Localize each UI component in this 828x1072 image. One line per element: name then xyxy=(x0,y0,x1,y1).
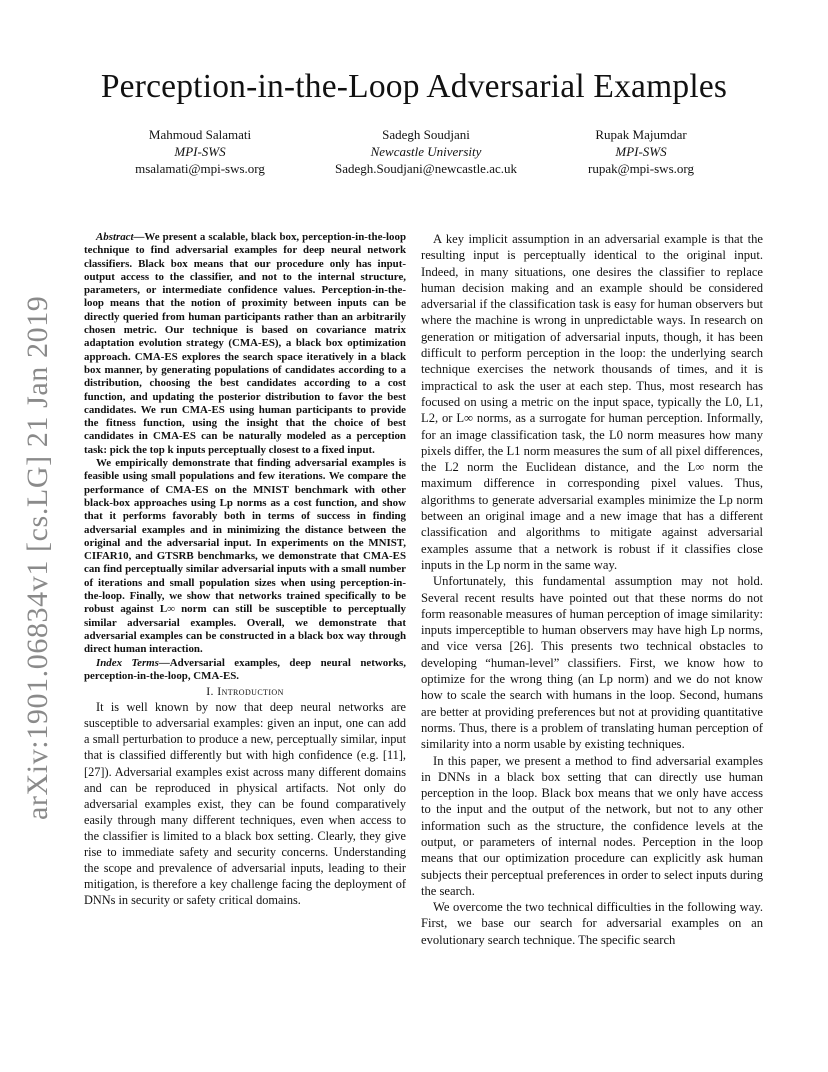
index-terms: Index Terms—Adversarial examples, deep neural networks, perception-in-the-loop, CMA-ES. xyxy=(84,656,406,682)
body-paragraph: In this paper, we present a method to find adversarial examples in DNNs in a black box setting that can directly use human perception in the loop. Black box means that we only have access to the input and the output of the network, but not to any other information such as the structure, the confidence levels at the output, or parameters of internal nodes. Perception in the loop means that our optimization procedure can explicitly ask human subjects their perceptual preferences in order to select inputs during the search. xyxy=(421,753,763,898)
abstract-label: Abstract xyxy=(96,231,134,243)
section-heading xyxy=(84,683,406,699)
abstract xyxy=(84,231,406,683)
left-column xyxy=(84,231,406,908)
author-affiliation: MPI-SWS xyxy=(174,144,226,159)
body-paragraph: A key implicit assumption in an adversarial example is that the resulting input is perceptually identical to the original input. Indeed, in many situations, one desires the classifier to replace human decision making and an example should be considered adversarial if the classification task is easy for human observers but where the machine is wrong in unpredictable ways. In research on generation or mitigation of adversarial inputs, though, it has been difficult to perform perception in the loop: the underlying search technique exercises the network thousands of times, and it is impractical to ask the user at each step. Thus, most research has focused on using a metric on the input space, typically the L0, L1, L2, or L∞ norms, as a surrogate for human perception. Informally, for an image classification task, the L0 norm measures how many pixels differ, the L1 norm measures the sum of all pixel differences, the L2 norm the Euclidean distance, and the L∞ norm the maximum difference in corresponding pixel values. Thus, algorithms to generate adversarial examples minimize the Lp norm between an original image and a new image that has a different classification and algorithms to mitigate against adversarial examples assume that a network is robust if it classifies close inputs in the Lp norm in the same way. xyxy=(421,232,763,572)
author-name: Sadegh Soudjani xyxy=(382,127,470,142)
author-name: Mahmoud Salamati xyxy=(148,127,252,142)
author-email[interactable]: msalamati@mpi-sws.org xyxy=(135,161,265,176)
arxiv-stamp: arXiv:1901.06834v1 [cs.LG] 21 Jan 2019 xyxy=(21,295,54,820)
author-name: Rupak Majumdar xyxy=(595,127,687,142)
abstract-text: We present a scalable, black box, perception-in-the-loop technique to find adversarial examples for deep neural network classifiers. Black box means that our procedure only has input-output access to the classifier, and not to the internal structure, parameters, or intermediate confidence values. Perception-in-the-loop means that the notion of proximity between inputs can be directly queried from human participants rather than an arbitrarily chosen metric. Our technique is based on covariance matrix adaptation evolution strategy (CMA-ES), a black box optimization approach. CMA-ES explores the search space iteratively in a black box manner, by generating populations of candidates according to a distribution, choosing the best candidates according to a cost function, and updating the posterior distribution to favor the best candidates. We run CMA-ES using human participants to provide the fitness function, using the insight that the choice of best candidates in CMA-ES can be naturally modeled as a perception task: pick the top k inputs perceptually closest to a fixed input. xyxy=(84,231,406,456)
body-paragraph: Unfortunately, this fundamental assumption may not hold. Several recent results have pointed out that these norms do not form reasonable measures of human perception of image similarity: inputs imperceptible to human observers may have high Lp norms, and vice versa [26]. This presents two technical obstacles to developing “human-level” classifiers. First, we know how to optimize for the wrong thing (an Lp norm) and we do not know how to scale the search with humans in the loop. Second, humans are better at providing preferences but not at providing quantitative norms. Thus, there is a problem of translating human perception of similarity into a norm usable by existing techniques. xyxy=(421,574,763,752)
section-title: Introduction xyxy=(217,684,284,699)
author-block xyxy=(306,126,546,177)
author-block xyxy=(80,126,320,177)
intro-paragraph: It is well known by now that deep neural networks are susceptible to adversarial examples: given an input, one can add a small perturbation to produce a new, perceptually similar, input that is classified differently but with high confidence (e.g. [11], [27]). Adversarial examples exist across many different domains and can be reproduced in physical artifacts. Not only do adversarial examples exist, they can be found comparatively easily through many different techniques, even when access to the classifier is limited to a black box setting. Clearly, they give rise to immediate safety and security concerns. Understanding the scope and prevalence of adversarial inputs, leading to their mitigation, is therefore a key challenge facing the deployment of DNNs in security or safety critical domains. xyxy=(84,700,406,908)
index-terms-label: Index Terms xyxy=(96,656,159,669)
abstract-paragraph: Abstract—We present a scalable, black box, perception-in-the-loop technique to find adversarial examples for deep neural network classifiers. Black box means that our procedure only has input-output access to the classifier, and not to the internal structure, parameters, or intermediate confidence values. Perception-in-the-loop means that the notion of proximity between inputs can be directly queried from human participants rather than an arbitrarily chosen metric. Our technique is based on covariance matrix adaptation evolution strategy (CMA-ES), a black box optimization approach. CMA-ES explores the search space iteratively in a black box manner, by generating populations of candidates according to a distribution, choosing the best candidates according to a cost function, and updating the posterior distribution to favor the best candidates. We run CMA-ES using human participants to provide the fitness function, using the insight that the choice of best candidates in CMA-ES can be naturally modeled as a perception task: pick the top k inputs perceptually closest to a fixed input. xyxy=(84,231,406,456)
author-email[interactable]: Sadegh.Soudjani@newcastle.ac.uk xyxy=(334,161,517,176)
paper-title: Perception-in-the-Loop Adversarial Examples xyxy=(100,68,728,105)
right-column xyxy=(421,231,763,948)
abstract-paragraph: We empirically demonstrate that finding adversarial examples is feasible using small populations and few iterations. We compare the performance of CMA-ES on the MNIST benchmark with other black-box approaches using Lp norms as a cost function, and show that it performs favorably both in terms of success in finding adversarial examples and in minimizing the distance between the original and the adversarial input. In experiments on the MNIST, CIFAR10, and GTSRB benchmarks, we demonstrate that CMA-ES can find perceptually similar adversarial inputs with a small number of iterations and small population sizes when using perception-in-the-loop. Finally, we show that networks trained specifically to be robust against L∞ norm can still be susceptible to perceptually similar adversarial examples. Overall, we demonstrate that adversarial examples can be constructed in a black box way through direct human interaction. xyxy=(84,457,406,656)
section-number: I. xyxy=(206,684,214,699)
author-affiliation: MPI-SWS xyxy=(615,144,667,159)
author-email[interactable]: rupak@mpi-sws.org xyxy=(588,161,694,176)
author-affiliation: Newcastle University xyxy=(370,144,482,159)
body-paragraph: We overcome the two technical difficulties in the following way. First, we base our search for adversarial examples on an evolutionary search technique. The specific search xyxy=(421,900,763,947)
author-block xyxy=(521,126,761,177)
index-terms-text: Adversarial examples, deep neural networks, perception-in-the-loop, CMA-ES. xyxy=(84,656,406,682)
